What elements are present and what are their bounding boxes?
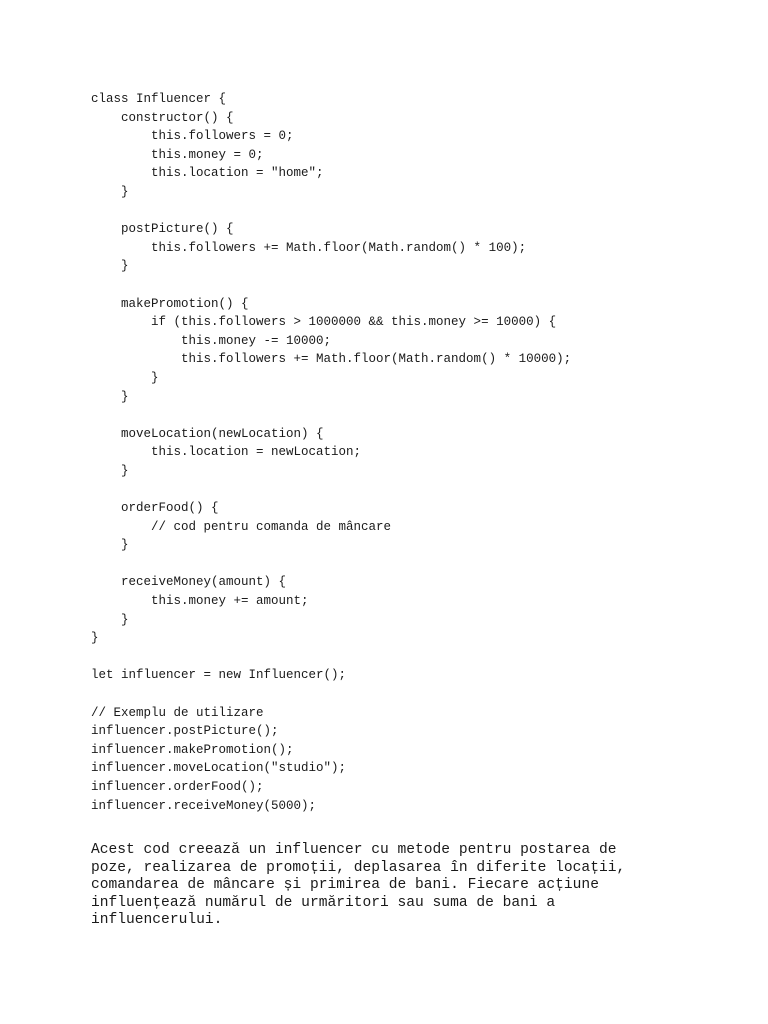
code-line: }	[91, 631, 99, 646]
code-line: receiveMoney(amount) {	[91, 575, 287, 590]
code-line: constructor() {	[91, 110, 234, 125]
code-line	[91, 648, 731, 667]
code-line: if (this.followers > 1000000 && this.money >= 10000) {	[91, 315, 557, 330]
code-line: this.followers = 0;	[91, 129, 294, 144]
explanation-line: Acest cod creează un influencer cu metode pentru postarea de	[91, 842, 617, 858]
code-line: moveLocation(newLocation) {	[91, 426, 324, 441]
code-line: this.location = "home";	[91, 166, 324, 181]
code-line: }	[91, 463, 129, 478]
code-line	[91, 480, 731, 499]
code-line: // Exemplu de utilizare	[91, 705, 264, 720]
code-line	[91, 555, 731, 574]
code-line	[91, 685, 731, 704]
code-line: postPicture() {	[91, 222, 234, 237]
code-line: }	[91, 184, 129, 199]
explanation-line: comandarea de mâncare și primirea de bani. Fiecare acțiune	[91, 877, 599, 894]
code-line: this.money = 0;	[91, 147, 264, 162]
code-line: this.followers += Math.floor(Math.random() * 100);	[91, 240, 527, 255]
code-line: influencer.postPicture();	[91, 724, 279, 739]
code-line: influencer.moveLocation("studio");	[91, 761, 347, 776]
code-line: // cod pentru comanda de mâncare	[91, 519, 392, 534]
explanation-line: poze, realizarea de promoții, deplasarea în diferite locații,	[91, 859, 626, 876]
code-line: class Influencer {	[91, 92, 227, 106]
code-line: influencer.orderFood();	[91, 779, 264, 794]
code-line: }	[91, 259, 129, 274]
code-line	[91, 202, 731, 221]
code-line: }	[91, 370, 159, 385]
code-line: let influencer = new Influencer();	[91, 668, 347, 683]
explanation-line: influencerului.	[91, 912, 223, 929]
code-line	[91, 276, 731, 295]
code-line: orderFood() {	[91, 501, 219, 516]
code-line: influencer.makePromotion();	[91, 742, 294, 757]
explanation-paragraph	[91, 842, 691, 930]
code-line: this.money += amount;	[91, 594, 309, 609]
code-line	[91, 406, 731, 425]
code-line: this.location = newLocation;	[91, 445, 362, 460]
explanation-line: influențează numărul de urmăritori sau suma de bani a	[91, 894, 556, 911]
code-line: influencer.receiveMoney(5000);	[91, 798, 317, 813]
code-line: this.followers += Math.floor(Math.random() * 10000);	[91, 352, 572, 367]
code-line: makePromotion() {	[91, 296, 249, 311]
code-line: }	[91, 612, 129, 627]
code-line: this.money -= 10000;	[91, 333, 332, 348]
code-block	[91, 90, 731, 815]
code-line: }	[91, 389, 129, 404]
code-line: }	[91, 538, 129, 553]
